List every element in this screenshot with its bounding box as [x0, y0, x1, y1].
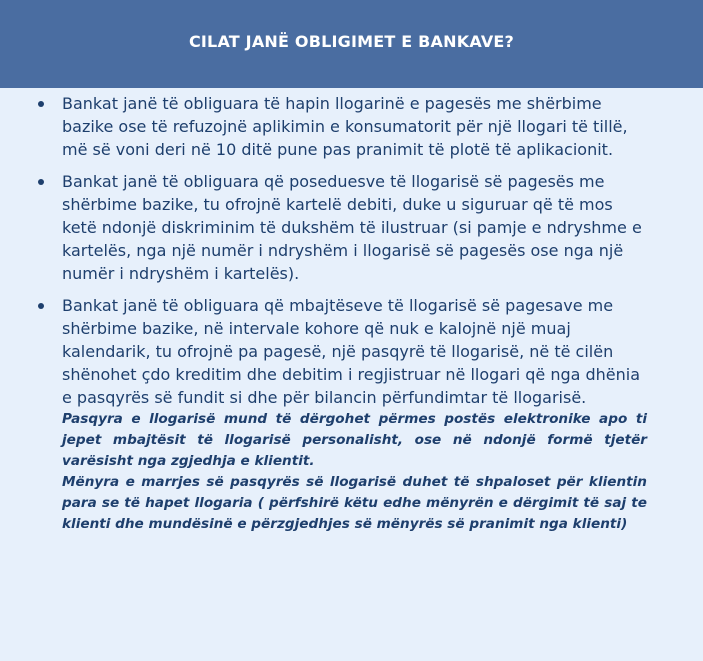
note-statement-delivery: Pasqyra e llogarisë mund të dërgohet përmes postës elektronike apo ti jepet mbajtësit të llogarisë personalisht, ose në ndonjë formë tjetër varësisht nga zgjedhja e klientit.	[62, 411, 647, 469]
bullet-icon	[38, 101, 44, 107]
list-item-text: Bankat janë të obliguara që mbajtëseve të llogarisë së pagesave me shërbime bazike, në intervale kohore që nuk e kalojnë një muaj kalendarik, tu ofrojnë pa pagesë, një pasqyrë të llogarisë, në të cilën shënohet çdo kreditim dhe debitim i regjistruar në llogari që nga dhënia e pasqyrës së fundit si dhe për bilancin përfundimtar të llogarisë.	[62, 296, 641, 407]
page-title: CILAT JANË OBLIGIMET E BANKAVE?	[188, 31, 515, 51]
obligations-list	[0, 92, 703, 409]
header-banner	[0, 0, 703, 88]
obligations-content	[0, 88, 703, 535]
list-item	[62, 92, 642, 161]
list-item-text: Bankat janë të obliguara të hapin llogarinë e pagesës me shërbime bazike ose të refuzojnë aplikimin e konsumatorit për një llogari të tillë, më së voni deri në 10 ditë pune pas pranimit të plotë të aplikacionit.	[62, 94, 628, 159]
list-item	[62, 294, 642, 409]
list-item-text: Bankat janë të obliguara që poseduesve të llogarisë së pagesës me shërbime bazike, tu ofrojnë kartelë debiti, duke u siguruar që të mos ketë ndonjë diskriminim të dukshëm të ilustruar (si pamje e ndryshme e kartelës, nga një numër i ndryshëm i llogarisë së pagesës ose nga një numër i ndryshëm i kartelës).	[62, 172, 642, 283]
note-statement-disclosure: Mënyra e marrjes së pasqyrës së llogarisë duhet të shpaloset për klientin para se të hapet llogaria ( përfshirë këtu edhe mënyrën e dërgimit të saj te klienti dhe mundësinë e përzgjedhjes së mënyrës së pranimit nga klienti)	[62, 474, 647, 532]
list-item	[62, 170, 642, 285]
bullet-icon	[38, 179, 44, 185]
bullet-icon	[38, 303, 44, 309]
